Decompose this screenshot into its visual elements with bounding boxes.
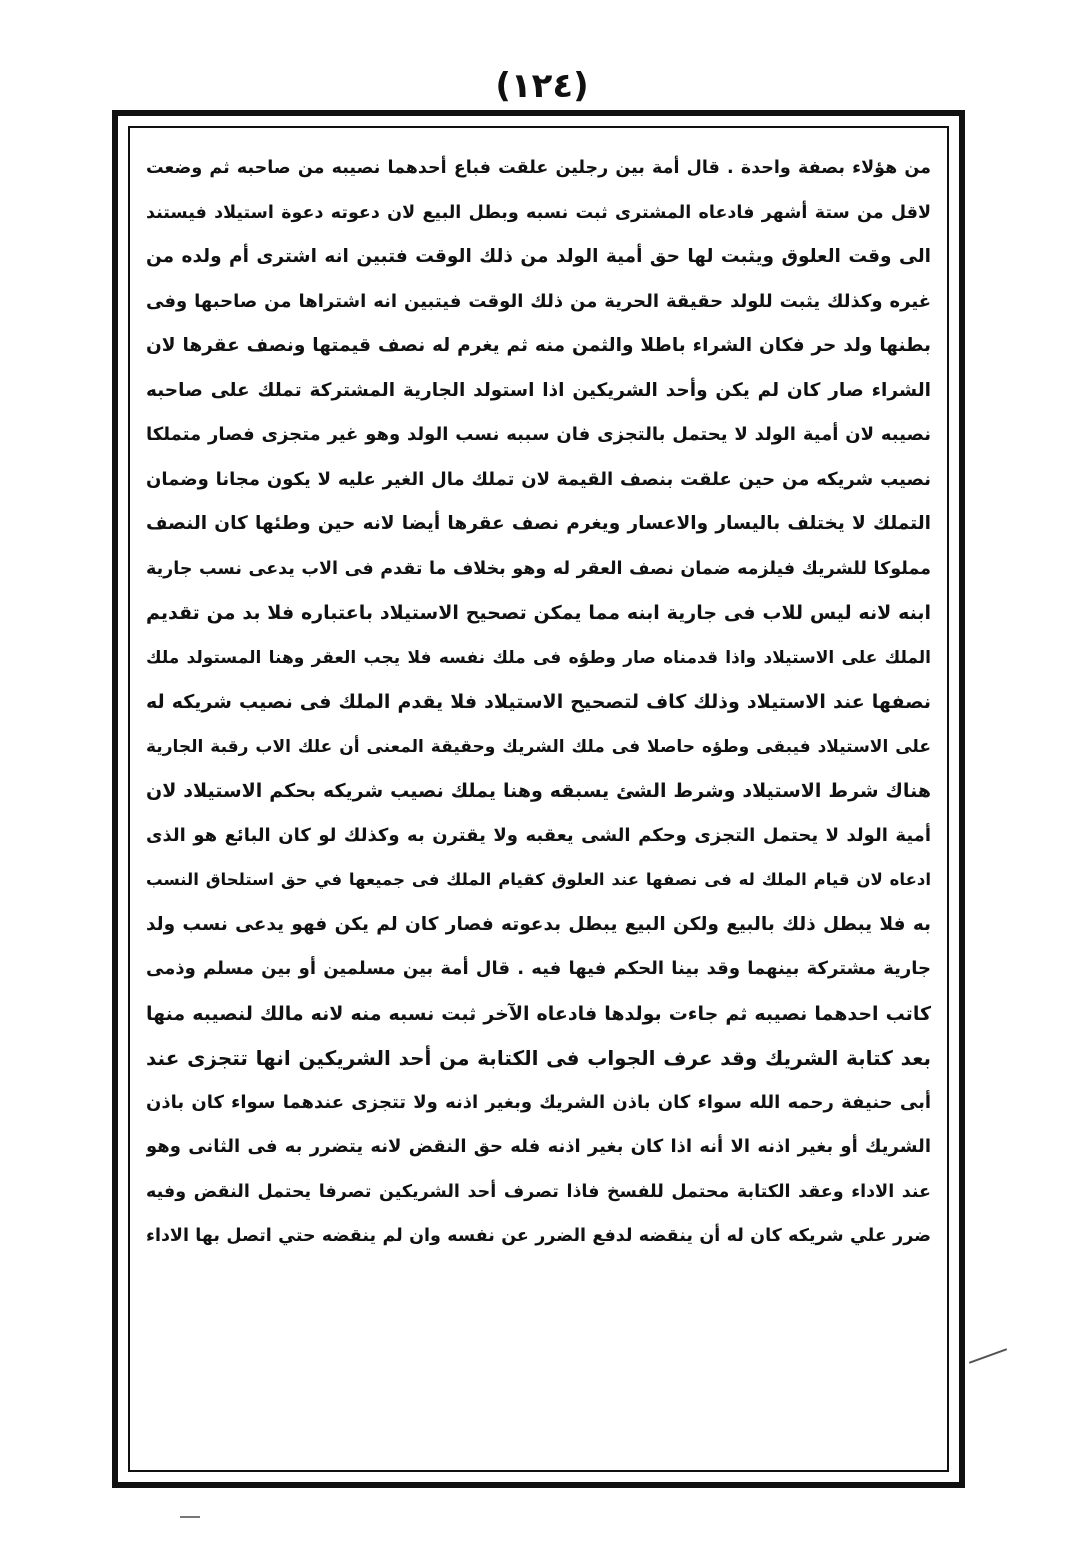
text-line: الشريك أو بغير اذنه الا أنه اذا كان بغير اذنه فله حق النقض لانه يتضرر به فى الثانى وهو [146,1136,931,1157]
text-line: الشراء صار كان لم يكن وأحد الشريكين اذا استولد الجارية المشتركة تملك على صاحبه [146,379,931,401]
text-line: أمية الولد لا يحتمل التجزى وحكم الشى يعقبه ولا يقترن به وكذلك لو كان البائع هو الذى [146,824,931,846]
text-line: كاتب احدهما نصيبه ثم جاءت بولدها فادعاه الآخر ثبت نسبه منه لانه مالك لنصيبه منها [146,1002,931,1025]
text-line: بطنها ولد حر فكان الشراء باطلا والثمن منه ثم يغرم له نصف قيمتها ونصف عقرها لان [146,335,931,356]
text-line: أبى حنيفة رحمه الله سواء كان باذن الشريك وبغير اذنه ولا تتجزى عندهما سواء كان باذن [146,1091,931,1113]
text-line: ابنه لانه ليس للاب فى جارية ابنه مما يمكن تصحيح الاستيلاد باعتباره فلا بد من تقديم [146,602,931,624]
text-line: جارية مشتركة بينهما وقد بينا الحكم فيها فيه . قال أمة بين مسلمين أو بين مسلم وذمى [146,958,931,979]
text-line: على الاستيلاد فيبقى وطؤه حاصلا فى ملك الشريك وحقيقة المعنى أن علك الاب رقبة الجارية [146,736,931,757]
text-line: عند الاداء وعقد الكتابة محتمل للفسخ فاذا تصرف أحد الشريكين تصرفا يحتمل النقض وفيه [146,1181,931,1202]
page-number: (١٢٤) [495,66,589,106]
text-line: الملك على الاستيلاد واذا قدمناه صار وطؤه فى ملك نفسه فلا يجب العقر وهنا المستولد ملك [146,647,931,668]
page-border-inner [128,126,949,1472]
text-line: نصيبه لان أمية الولد لا يحتمل بالتجزى فان سببه نسب الولد وهو غير متجزى فصار متملكا [146,424,931,445]
text-line: لاقل من ستة أشهر فادعاه المشترى ثبت نسبه وبطل البيع لان دعوته دعوة استيلاد فيستند [146,202,931,223]
text-line: بعد كتابة الشريك وقد عرف الجواب فى الكتابة من أحد الشريكين انها تتجزى عند [146,1046,931,1070]
text-line: مملوكا للشريك فيلزمه ضمان نصف العقر له وهو بخلاف ما تقدم فى الاب يدعى نسب جارية [146,558,931,579]
text-body [146,146,931,1458]
text-line: الى وقت العلوق ويثبت لها حق أمية الولد من ذلك الوقت فتبين انه اشترى أم ولده من [146,246,931,267]
text-line: به فلا يبطل ذلك بالبيع ولكن البيع يبطل بدعوته فصار كان لم يكن فهو يدعى نسب ولد [146,913,931,935]
text-line: ضرر علي شريكه كان له أن ينقضه لدفع الضرر عن نفسه وان لم ينقضه حتي اتصل بها الاداء [146,1226,931,1246]
scan-speck [180,1516,200,1518]
text-line: نصفها عند الاستيلاد وذلك كاف لتصحيح الاستيلاد فلا يقدم الملك فى نصيب شريكه له [146,691,931,713]
text-line: ادعاه لان قيام الملك له فى نصفها عند العلوق كقيام الملك فى جميعها في حق استلحاق النسب [146,870,931,889]
text-line: من هؤلاء بصفة واحدة . قال أمة بين رجلين علقت فباع أحدهما نصيبه من صاحبه ثم وضعت [146,158,931,178]
text-line: هناك شرط الاستيلاد وشرط الشئ يسبقه وهنا يملك نصيب شريكه بحكم الاستيلاد لان [146,780,931,802]
text-line: نصيب شريكه من حين علقت بنصف القيمة لان تملك مال الغير عليه لا يكون مجانا وضمان [146,468,931,490]
text-line: التملك لا يختلف باليسار والاعسار ويغرم نصف عقرها أيضا لانه حين وطئها كان النصف [146,513,931,534]
text-line: غيره وكذلك يثبت للولد حقيقة الحرية من ذلك الوقت فيتبين انه اشتراها من صاحبها وفى [146,290,931,312]
margin-pen-mark [969,1348,1007,1364]
page-border-outer [112,110,965,1488]
